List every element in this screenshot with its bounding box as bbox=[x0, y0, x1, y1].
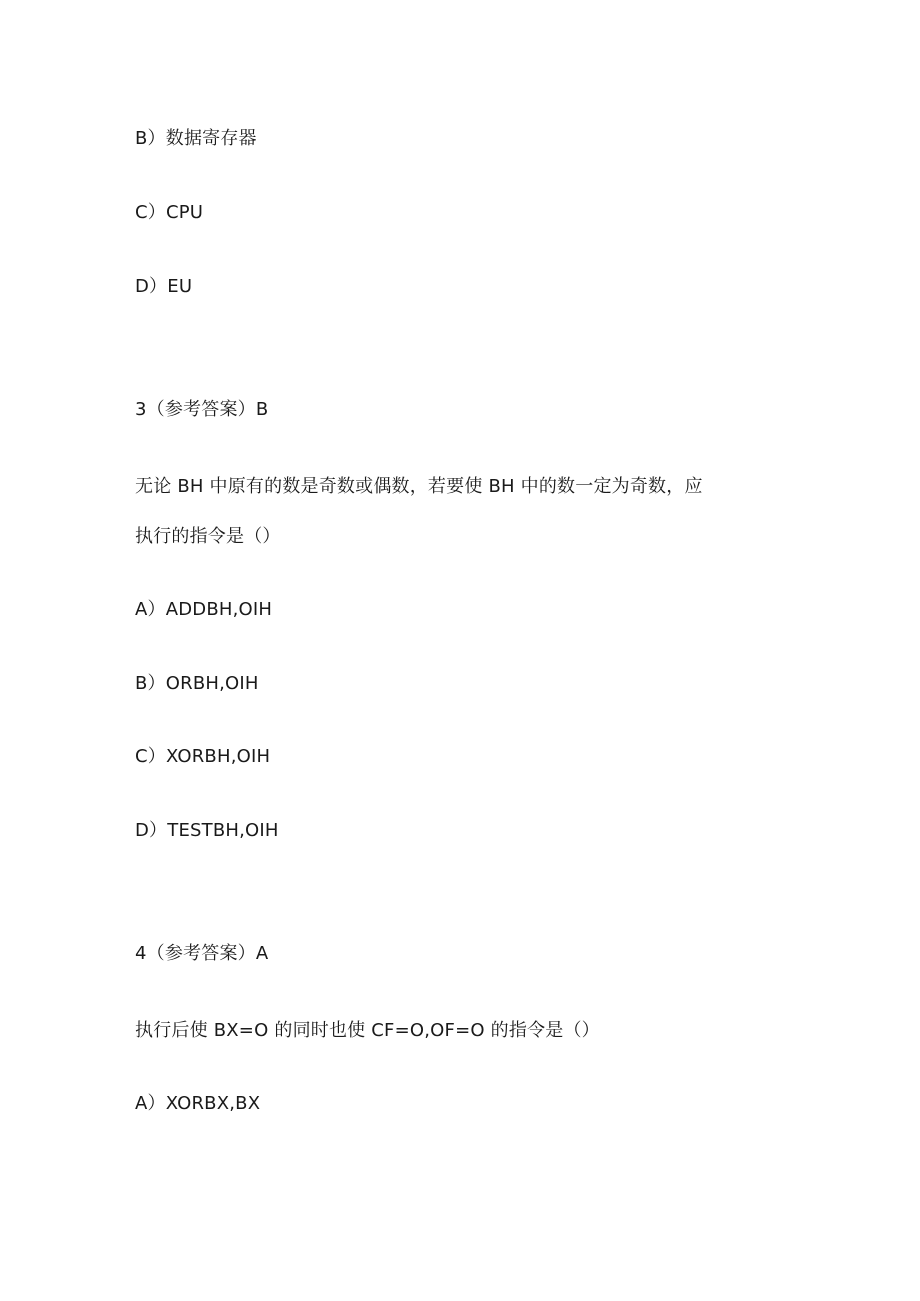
question3-stem-line1: 无论 BH 中原有的数是奇数或偶数，若要使 BH 中的数一定为奇数，应 bbox=[135, 476, 703, 497]
question3-option-a: A）ADDBH,OIH bbox=[135, 599, 273, 620]
question4-stem: 执行后使 BX=O 的同时也使 CF=O,OF=O 的指令是（） bbox=[135, 1020, 600, 1041]
question4-answer: 4（参考答案）A bbox=[135, 943, 269, 964]
question3-option-d: D）TESTBH,OIH bbox=[135, 820, 279, 841]
question4-option-a: A）XORBX,BX bbox=[135, 1093, 261, 1114]
prev-question-option-d: D）EU bbox=[135, 276, 193, 297]
prev-question-option-c: C）CPU bbox=[135, 202, 204, 223]
prev-question-option-b: B）数据寄存器 bbox=[135, 128, 257, 149]
question3-stem-line2: 执行的指令是（） bbox=[135, 526, 281, 547]
question3-option-c: C）XORBH,OIH bbox=[135, 746, 271, 767]
question3-answer: 3（参考答案）B bbox=[135, 399, 269, 420]
question3-option-b: B）ORBH,OIH bbox=[135, 673, 259, 694]
